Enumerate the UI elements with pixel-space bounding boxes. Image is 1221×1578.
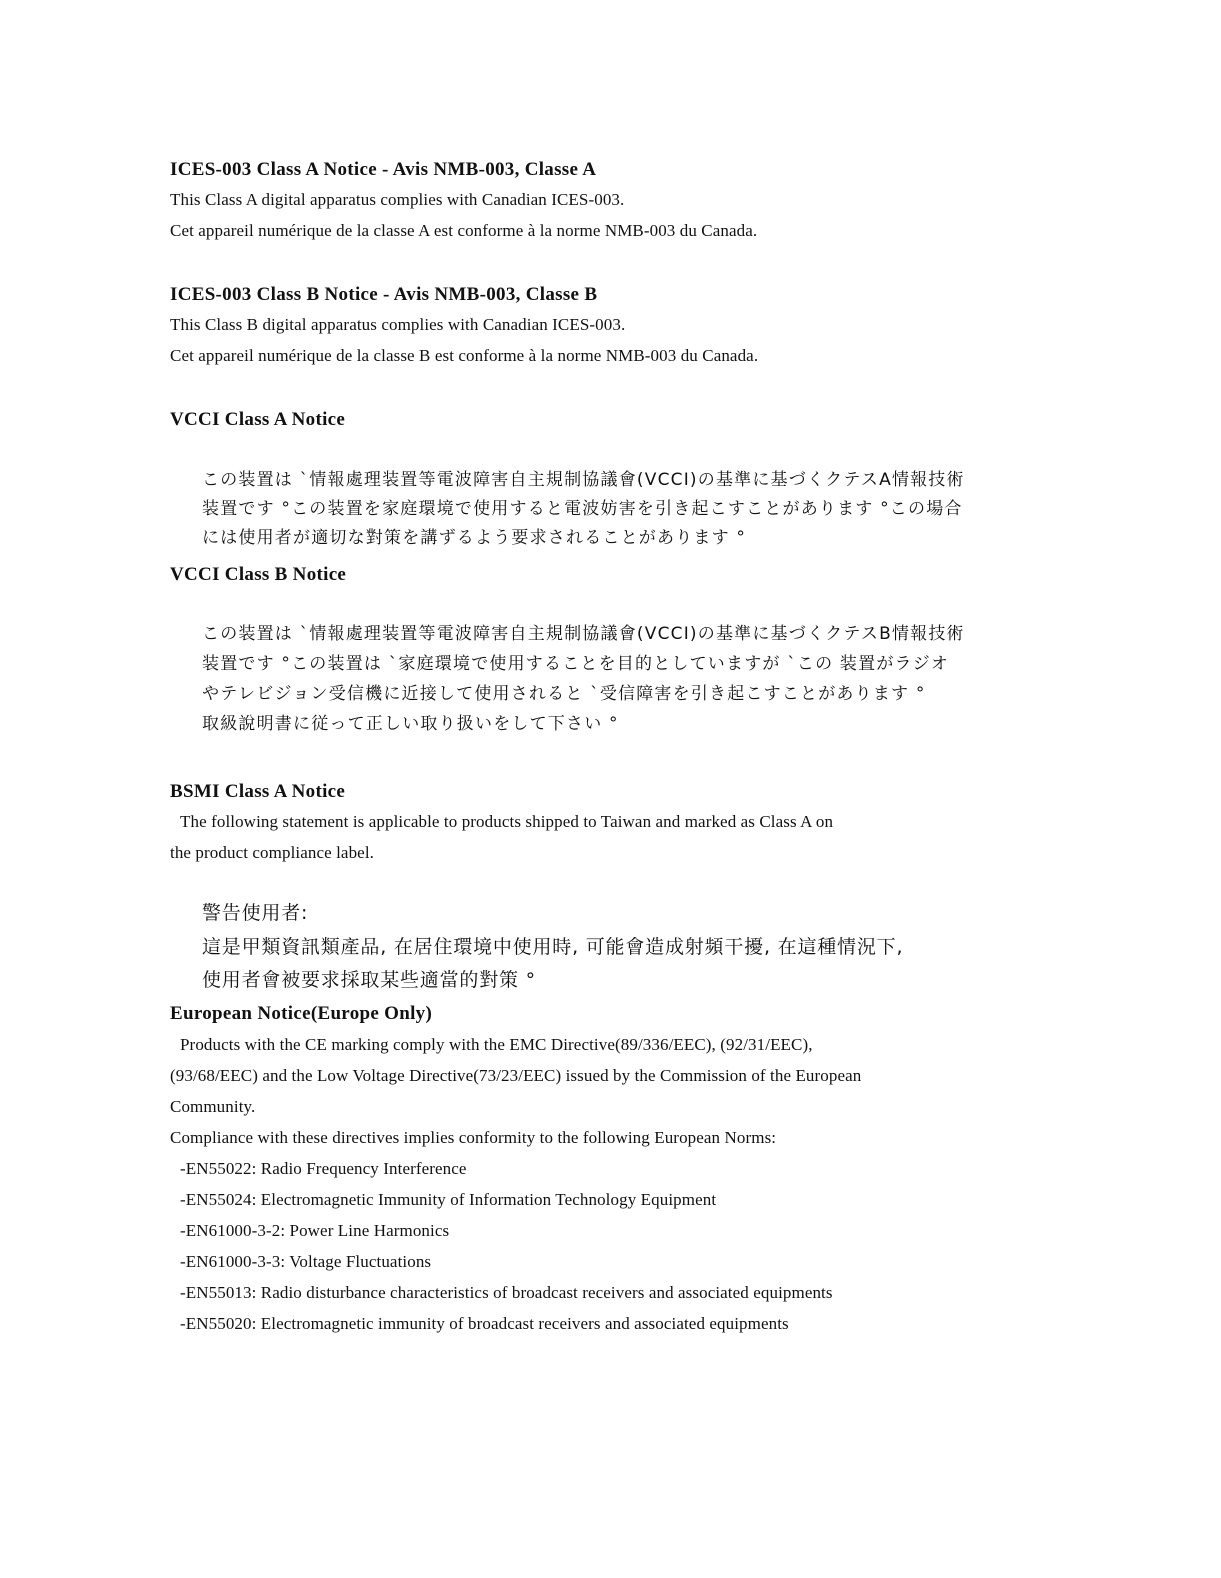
- vcci-class-b-heading: VCCI Class B Notice: [170, 564, 347, 585]
- european-notice-text-line: (93/68/EEC) and the Low Voltage Directive(73/23/EEC) issued by the Commission of the European: [170, 1066, 862, 1085]
- european-norm-item: -EN55024: Electromagnetic Immunity of Information Technology Equipment: [180, 1190, 717, 1209]
- ices-class-b-french-text: Cet appareil numérique de la classe B est conforme à la norme NMB-003 du Canada.: [170, 346, 759, 365]
- european-norm-item: -EN55020: Electromagnetic immunity of broadcast receivers and associated equipments: [180, 1314, 789, 1333]
- vcci-class-b-text-line: 取級說明書に従って正しい取り扱いをして下さい °: [202, 714, 619, 734]
- european-notice-text-line: Community.: [170, 1097, 256, 1116]
- vcci-class-a-text-line: 装置です °この装置を家庭環境で使用すると電波妨害を引き起こすことがあります °この場合: [202, 499, 963, 519]
- ices-class-b-english-text: This Class B digital apparatus complies with Canadian ICES-003.: [170, 315, 626, 334]
- european-norm-item: -EN61000-3-3: Voltage Fluctuations: [180, 1252, 432, 1271]
- european-notice-heading: European Notice(Europe Only): [170, 1003, 433, 1024]
- vcci-class-b-text-line: 装置です °この装置は `家庭環境で使用することを目的としていますが `この 装置がラジオ: [202, 654, 950, 674]
- bsmi-chinese-warning-line: 使用者會被要求採取某些適當的對策 °: [202, 969, 536, 991]
- ices-class-a-heading: ICES-003 Class A Notice - Avis NMB-003, Classe A: [170, 159, 597, 180]
- bsmi-statement-text: the product compliance label.: [170, 843, 374, 862]
- bsmi-statement-text: The following statement is applicable to products shipped to Taiwan and marked as Class A on: [180, 812, 834, 831]
- ices-class-b-heading: ICES-003 Class B Notice - Avis NMB-003, Classe B: [170, 284, 598, 305]
- bsmi-chinese-warning-line: 這是甲類資訊類產品, 在居住環境中使用時, 可能會造成射頻干擾, 在這種情況下,: [202, 936, 904, 958]
- vcci-class-a-heading: VCCI Class A Notice: [170, 409, 346, 430]
- bsmi-class-a-heading: BSMI Class A Notice: [170, 781, 346, 802]
- european-norm-item: -EN61000-3-2: Power Line Harmonics: [180, 1221, 450, 1240]
- european-norm-item: -EN55013: Radio disturbance characteristics of broadcast receivers and associated equipments: [180, 1283, 833, 1302]
- ices-class-a-english-text: This Class A digital apparatus complies with Canadian ICES-003.: [170, 190, 625, 209]
- vcci-class-b-text-line: この装置は `情報處理装置等電波障害自主規制協議會(VCCI)の基準に基づくクテスB情報技術: [202, 624, 965, 644]
- ices-class-a-french-text: Cet appareil numérique de la classe A est conforme à la norme NMB-003 du Canada.: [170, 221, 758, 240]
- european-norm-item: -EN55022: Radio Frequency Interference: [180, 1159, 467, 1178]
- european-notice-text-line: Compliance with these directives implies conformity to the following European Norms:: [170, 1128, 777, 1147]
- european-notice-text-line: Products with the CE marking comply with the EMC Directive(89/336/EEC), (92/31/EEC),: [180, 1035, 813, 1054]
- vcci-class-a-text-line: この装置は `情報處理装置等電波障害自主規制協議會(VCCI)の基準に基づくクテスA情報技術: [202, 470, 965, 490]
- vcci-class-b-text-line: やテレビジョン受信機に近接して使用されると `受信障害を引き起こすことがあります °: [202, 684, 926, 704]
- bsmi-chinese-warning-line: 警告使用者:: [202, 902, 309, 924]
- vcci-class-a-text-line: には使用者が適切な對策を講ずるよう要求されることがあります °: [202, 528, 747, 548]
